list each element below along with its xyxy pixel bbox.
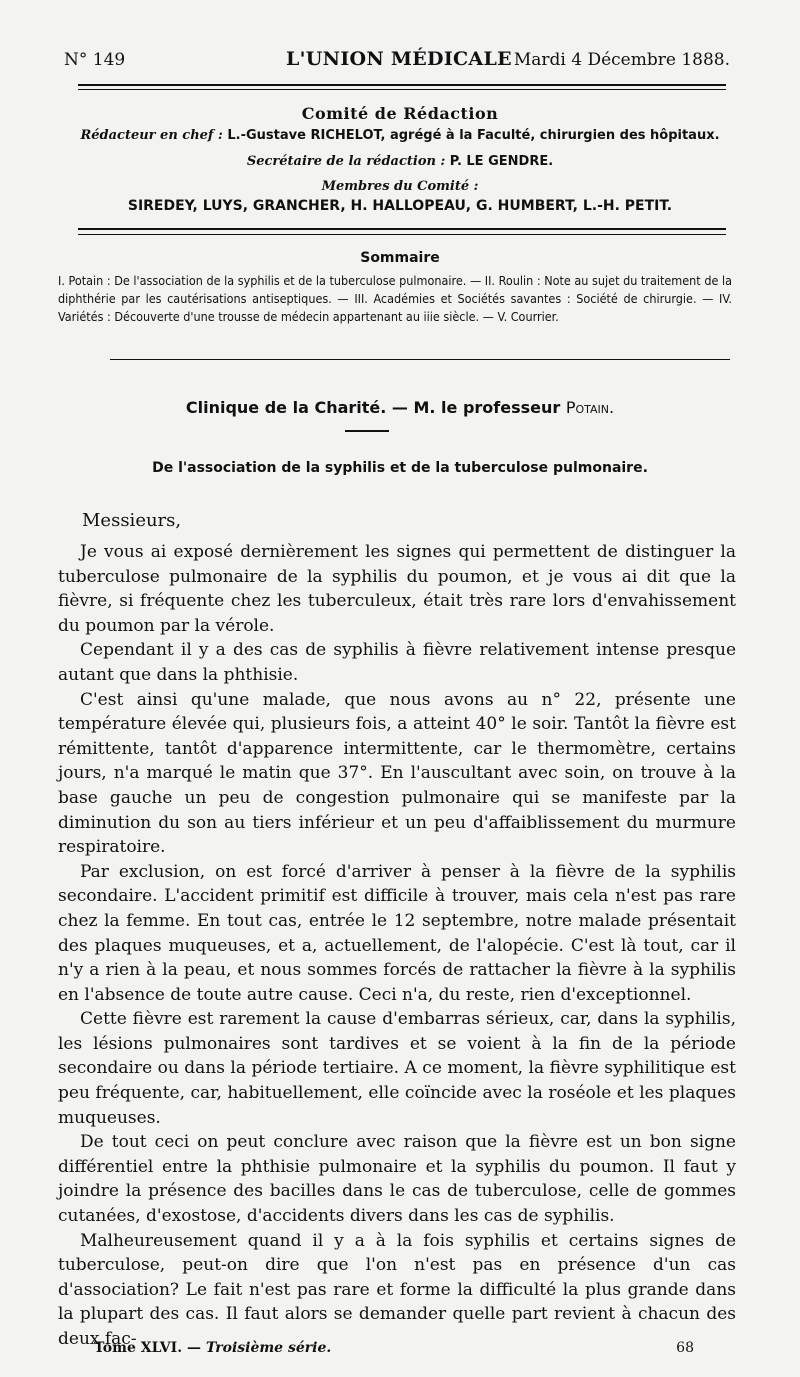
tome-number: Tome XLVI. — bbox=[94, 1340, 201, 1356]
sommaire-paragraph: I. Potain : De l'association de la syphilis et de la tuberculose pulmonaire. — II. Roulin : Note au sujet du traitement de la diphthérie par les cautérisations antiseptiques. — III. Académies et Sociétés savantes : Société de chirurgie. — IV. Variétés : Découverte d'une trousse de médecin appartenant au iiie siècle. — V. Courrier. bbox=[58, 273, 732, 324]
paragraph: Par exclusion, on est forcé d'arriver à penser à la fièvre de la syphilis secondaire. L'accident primitif est difficile à trouver, mais cela n'est pas rare chez la femme. En tout cas, entrée le 12 septembre, notre malade présentait des plaques muqueuses, et a, actuellement, de l'alopécie. C'est là tout, car il n'y a rien à la peau, et nous sommes forcés de rattacher la fièvre à la syphilis en l'absence de toute autre cause. Ceci n'a, du reste, rien d'exceptionnel. bbox=[58, 861, 736, 1005]
issue-number: N° 149 bbox=[64, 50, 126, 70]
issue-date: Mardi 4 Décembre 1888. bbox=[513, 50, 730, 70]
sommaire-text bbox=[58, 272, 732, 326]
redacteur-name: L.-Gustave RICHELOT, agrégé à la Faculté, chirurgien des hôpitaux. bbox=[227, 128, 720, 143]
paragraph: Je vous ai exposé dernièrement les signes qui permettent de distinguer la tuberculose pulmonaire de la syphilis du poumon, et je vous ai dit que la fièvre, si fréquente chez les tuberculeux, était très rare lors d'envahissement du poumon par la vérole. bbox=[58, 542, 736, 636]
membres-label: Membres du Comité : bbox=[321, 179, 479, 194]
page-number: 68 bbox=[676, 1340, 694, 1356]
secretaire-name: P. LE GENDRE. bbox=[449, 154, 554, 169]
page-header bbox=[64, 50, 730, 80]
salutation: Messieurs, bbox=[82, 510, 182, 531]
secretaire-label: Secrétaire de la rédaction : bbox=[246, 154, 446, 169]
paragraph: Malheureusement quand il y a à la fois syphilis et certains signes de tuberculose, peut-on dire que l'on n'est pas en présence d'un cas d'association? Le fait n'est pas rare et forme la difficulté la plus grande dans la plupart des cas. Il faut alors se demander quelle part revient à chacun des deux fac- bbox=[58, 1230, 736, 1349]
membres-label-line bbox=[60, 179, 740, 194]
professor-name: Potain. bbox=[565, 398, 615, 417]
comite-rule bbox=[78, 228, 726, 230]
paragraph: Cependant il y a des cas de syphilis à fièvre relativement intense presque autant que dans la phthisie. bbox=[58, 640, 736, 685]
comite-title: Comité de Rédaction bbox=[301, 104, 499, 123]
sommaire-rule bbox=[110, 359, 730, 360]
sommaire-title: Sommaire bbox=[360, 250, 440, 266]
tome-info bbox=[94, 1340, 331, 1356]
comite-rule-thin bbox=[78, 234, 726, 235]
header-rule-thin bbox=[78, 89, 726, 90]
secretaire-line bbox=[60, 154, 740, 169]
paragraph: Cette fièvre est rarement la cause d'embarras sérieux, car, dans la syphilis, les lésions pulmonaires sont tardives et se voient à la fin de la période secondaire ou dans la période tertiaire. A ce moment, la fièvre syphilitique est peu fréquente, car, habituellement, elle coïncide avec la roséole et les plaques muqueuses. bbox=[58, 1009, 736, 1128]
header-rule bbox=[78, 84, 726, 86]
paragraph: C'est ainsi qu'une malade, que nous avons au n° 22, présente une température élevée qui, plusieurs fois, a atteint 40° le soir. Tantôt la fièvre est rémittente, tantôt d'apparence intermittente, car le thermomètre, certains jours, n'a marqué le matin que 37°. En l'auscultant avec soin, on trouve à la base gauche un peu de congestion pulmonaire qui se manifeste par la diminution du son au tiers inférieur et un peu d'affaiblissement du murmure respiratoire. bbox=[58, 689, 736, 858]
redacteur-label: Rédacteur en chef : bbox=[80, 128, 223, 143]
journal-title: L'UNION MÉDICALE bbox=[286, 48, 512, 70]
membres-names: SIREDEY, LUYS, GRANCHER, H. HALLOPEAU, G. HUMBERT, L.-H. PETIT. bbox=[127, 198, 673, 214]
heading-underline bbox=[345, 430, 389, 432]
paragraph: De tout ceci on peut conclure avec raison que la fièvre est un bon signe différentiel entre la phthisie pulmonaire et la syphilis du poumon. Il faut y joindre la présence des bacilles dans le cas de tuberculose, celle de gommes cutanées, d'exostose, d'accidents divers dans les cas de syphilis. bbox=[58, 1132, 736, 1227]
clinique-heading bbox=[0, 398, 800, 417]
article-subtitle: De l'association de la syphilis et de la tuberculose pulmonaire. bbox=[152, 460, 648, 476]
redacteur-line bbox=[60, 128, 740, 143]
clinique-text: Clinique de la Charité. — M. le professeur bbox=[185, 398, 561, 417]
article-body bbox=[58, 540, 736, 1352]
serie-label: Troisième série. bbox=[205, 1340, 332, 1356]
